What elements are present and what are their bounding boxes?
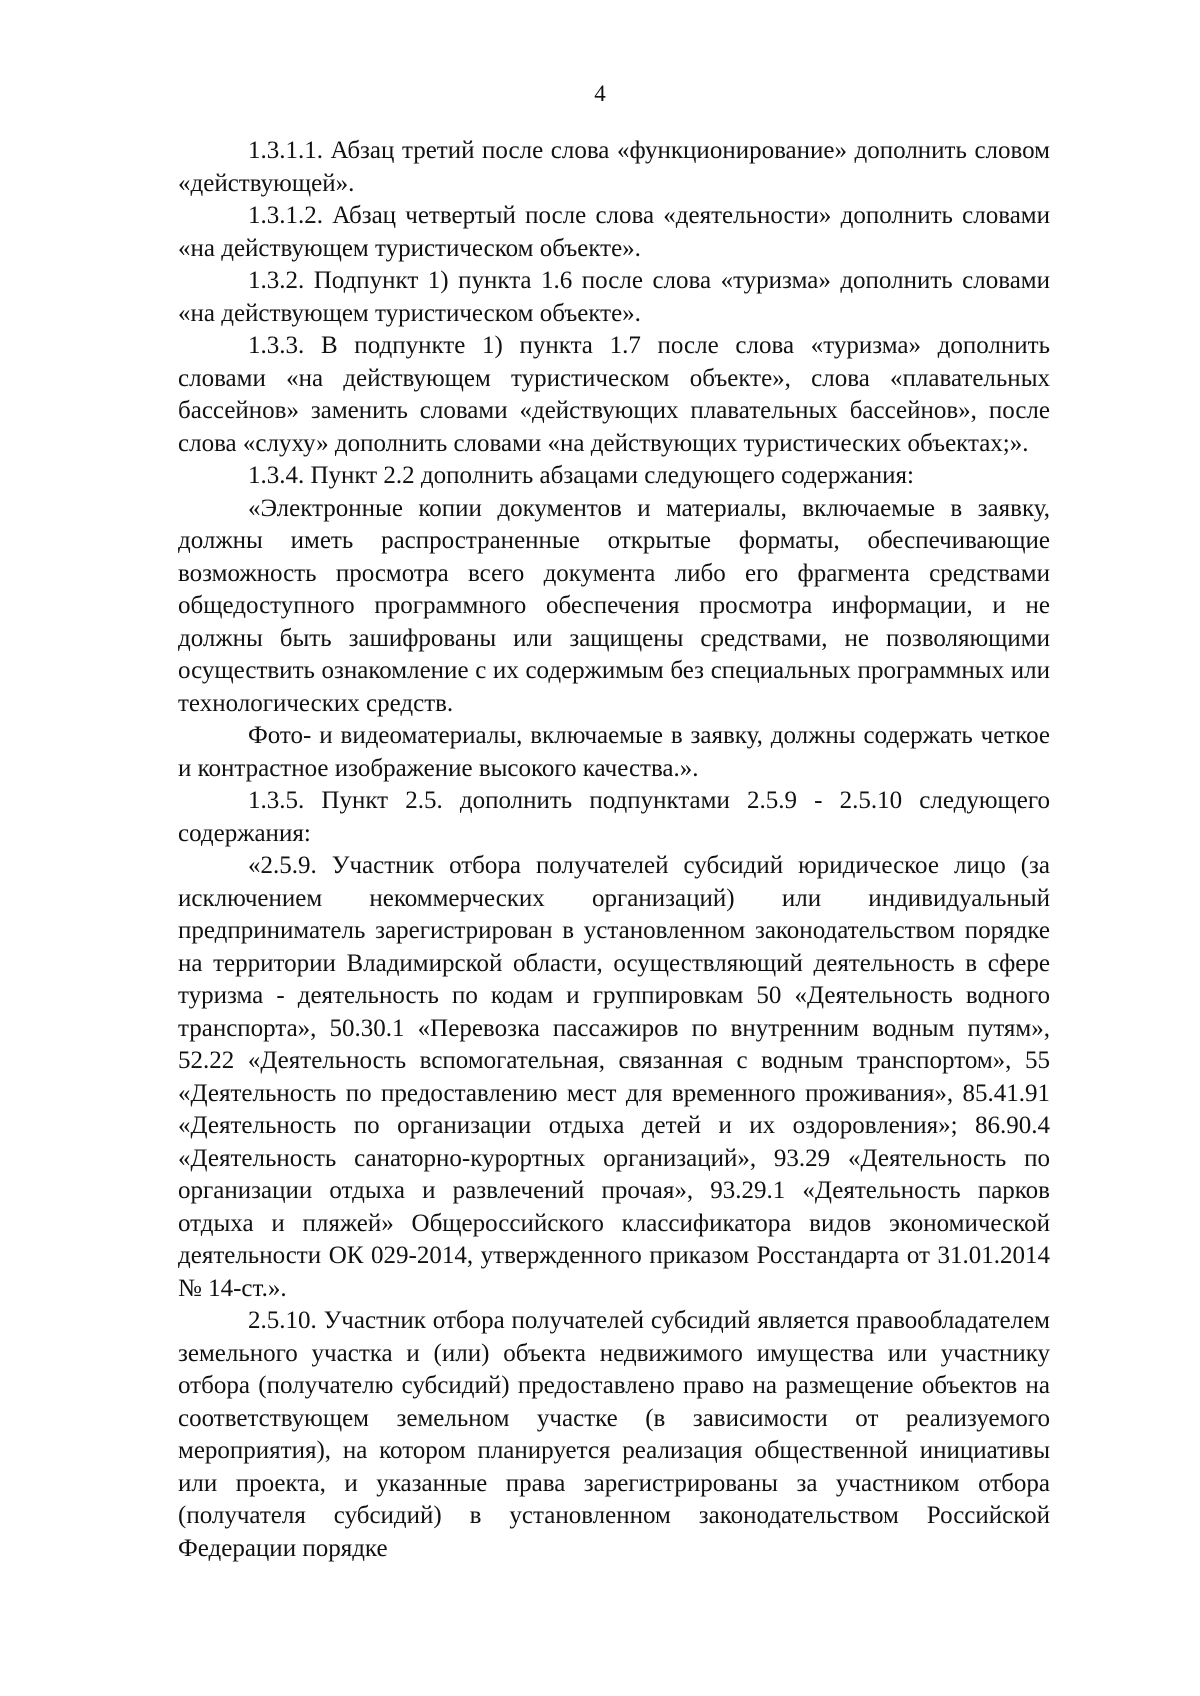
page-number: 4 (594, 81, 606, 106)
paragraph-2-5-10: 2.5.10. Участник отбора получателей субсидий является правообладателем земельного участка и (или) объекта недвижимого имущества или участнику отбора (получателю субсидий) предоставлено право на размещение объектов на соответствующем земельном участке (в зависимости от реализуемого мероприятия), на котором планируется реализация общественной инициативы или проекта, и указанные права зарегистрированы за участником отбора (получателя субсидий) в установленном законодательством Российской Федерации порядке (178, 1307, 1050, 1562)
paragraph-1-3-5: 1.3.5. Пункт 2.5. дополнить подпунктами 2.5.9 - 2.5.10 следующего содержания: (178, 787, 1050, 847)
paragraph-1-3-3: 1.3.3. В подпункте 1) пункта 1.7 после слова «туризма» дополнить словами «на действующем туристическом объекте», слова «плавательных бассейнов» заменить словами «действующих плавательных бассейнов», после слова «слуху» дополнить словами «на действующих туристических объектах;». (178, 332, 1050, 457)
paragraph-1-3-4: 1.3.4. Пункт 2.2 дополнить абзацами следующего содержания: (248, 462, 914, 489)
paragraph-1-3-1-1: 1.3.1.1. Абзац третий после слова «функционирование» дополнить словом «действующей». (178, 137, 1050, 197)
paragraph-1-3-2: 1.3.2. Подпункт 1) пункта 1.6 после слова «туризма» дополнить словами «на действующем туристическом объекте». (178, 267, 1050, 327)
paragraph-photo-video: Фото- и видеоматериалы, включаемые в заявку, должны содержать четкое и контрастное изображение высокого качества.». (178, 722, 1050, 782)
paragraph-2-5-9: «2.5.9. Участник отбора получателей субсидий юридическое лицо (за исключением некоммерческих организаций) или индивидуальный предприниматель зарегистрирован в установленном законодательством порядке на территории Владимирской области, осуществляющий деятельность в сфере туризма - деятельность по кодам и группировкам 50 «Деятельность водного транспорта», 50.30.1 «Перевозка пассажиров по внутренним водным путям», 52.22 «Деятельность вспомогательная, связанная с водным транспортом», 55 «Деятельность по предоставлению мест для временного проживания», 85.41.91 «Деятельность по организации отдыха детей и их оздоровления»; 86.90.4 «Деятельность санаторно-курортных организаций», 93.29 «Деятельность по организации отдыха и развлечений прочая», 93.29.1 «Деятельность парков отдыха и пляжей» Общероссийского классификатора видов экономической деятельности ОК 029-2014, утвержденного приказом Росстандарта от 31.01.2014 № 14-ст.». (178, 852, 1050, 1302)
paragraph-1-3-1-2: 1.3.1.2. Абзац четвертый после слова «деятельности» дополнить словами «на действующем туристическом объекте». (178, 202, 1050, 262)
document-body (178, 135, 1050, 1565)
paragraph-electronic-copies: «Электронные копии документов и материалы, включаемые в заявку, должны иметь распространенные открытые форматы, обеспечивающие возможность просмотра всего документа либо его фрагмента средствами общедоступного программного обеспечения просмотра информации, и не должны быть зашифрованы или защищены средствами, не позволяющими осуществить ознакомление с их содержимым без специальных программных или технологических средств. (178, 494, 1050, 717)
